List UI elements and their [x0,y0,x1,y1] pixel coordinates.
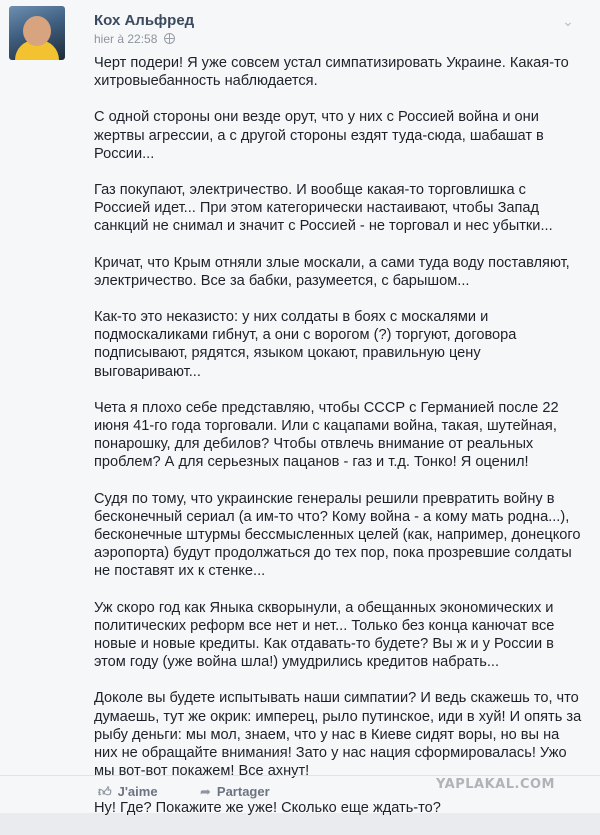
post-body [94,54,584,835]
post-paragraph: Черт подери! Я уже совсем устал симпатизировать Украине. Какая-то хитровыебанность наблюдается. [94,55,569,90]
share-button[interactable] [200,784,270,800]
post-paragraph: Газ покупают, электричество. И вообще какая-то торговлишка с Россией идет... При этом категорически настаивают, чтобы Запад санкций не снимал и значит с Россией - не торговал и нес убытки... [94,182,553,235]
post-timestamp[interactable]: hier à 22:58 [94,32,158,46]
post-paragraph: Чета я плохо себе представляю, чтобы СССР с Германией после 22 июня 41-го года торговали. Или с кацапами война, такая, шутейная, понарошку, для дебилов? Чтобы отвлечь внимание от реальных проблем? А для серьезных пацанов - газ и т.д. Тонко! Я оценил! [94,399,559,471]
post-paragraph: С одной стороны они везде орут, что у них с Россией война и они жертвы агрессии, а с другой стороны ездят туда-сюда, шабашат в России... [94,109,544,162]
like-label: J'aime [117,784,158,799]
globe-icon [164,33,175,44]
share-arrow-icon: ➦ [200,784,211,799]
post-paragraph: Доколе вы будете испытывать наши симпатии? И ведь скажешь то, что думаешь, тут же окрик: имперец, рыло путинское, иди в хуй! И опять за рыбу деньги: мы мол, знаем, что у нас в Киеве сидят воры, но вы на них не обращайте внимания! Зато у нас нация сформировалась! Ужо мы вот-вот покажем! Все ахнут! [94,690,582,780]
post-paragraph: Уж скоро год как Яныка скворынули, а обещанных экономических и политических реформ все нет и нет... Только без конца канючат все новые и новые кредиты. Как отдавать-то будете? Вы ж и у России в этом году (уже война шла!) умудрились кредитов набрать... [94,599,555,671]
share-label: Partager [216,784,270,799]
post-paragraph: Судя по тому, что украинские генералы решили превратить войну в бесконечный сериал (а им-то что? Кому война - а кому мать родна...), бесконечные штурмы бессмысленных целей (как, например, донецкого аэропорта) будут продолжаться до тех пор, пока прозревшие солдаты не поставят их к стенке... [94,490,581,580]
avatar-face [23,16,51,46]
chevron-down-icon[interactable]: ⌄ [562,13,574,29]
avatar[interactable] [9,6,65,60]
watermark: YAPLAKAL.COM [436,777,555,792]
thumbs-up-icon: 👍︎ [98,784,112,799]
author-name[interactable]: Кох Альфред [94,12,195,29]
post-paragraph: Ну! Где? Покажите же уже! Сколько еще ждать-то? [94,799,441,816]
post-paragraph: Кричат, что Крым отняли злые москали, а сами туда воду поставляют, электричество. Все за бабки, разумеется, с барышом... [94,254,570,289]
like-button[interactable] [98,784,158,800]
post-paragraph: Как-то это неказисто: у них солдаты в боях с москалями и подмоскаликами гибнут, а они с ворогом (?) торгуют, договора подписывают, рядятся, языком цокают, правильную цену выговаривают... [94,309,517,380]
